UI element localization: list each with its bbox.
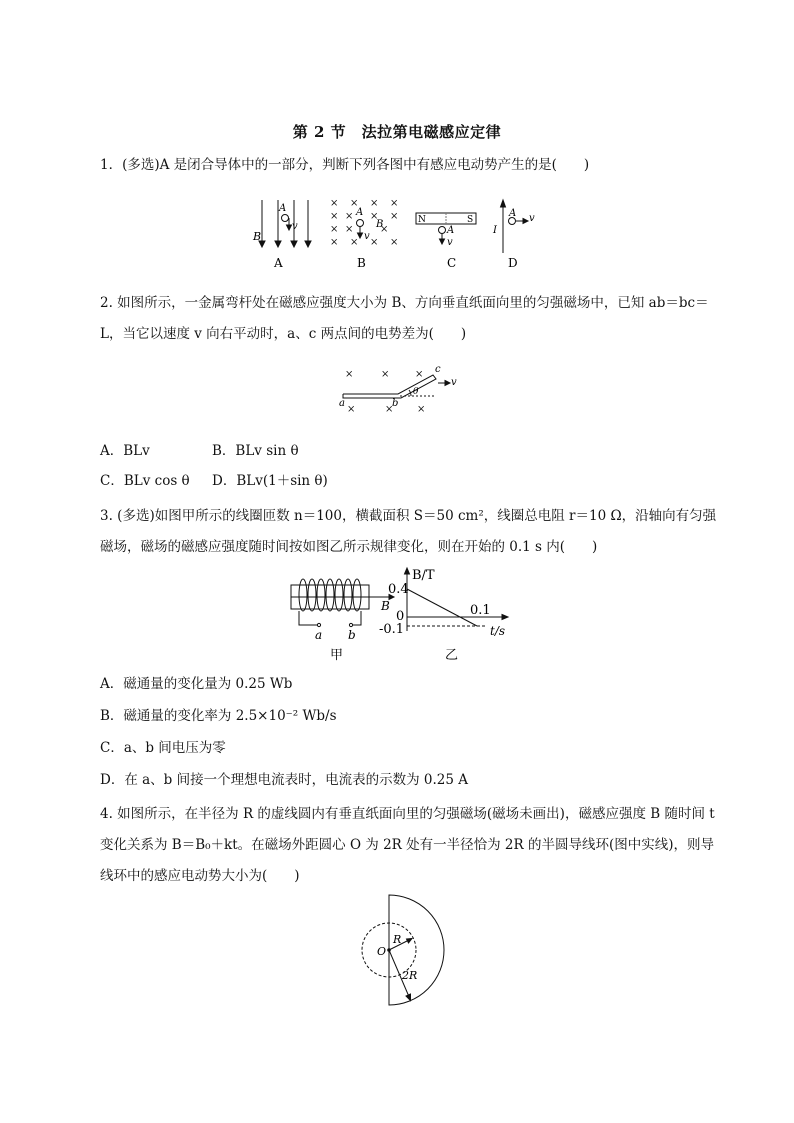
- q1-a-label-b: B: [253, 230, 262, 243]
- q1-a-label-a: A: [279, 203, 287, 214]
- q1-d-label-a: A: [509, 208, 517, 219]
- q4-label-o: O: [377, 945, 387, 958]
- q1-c-label-a: A: [447, 225, 455, 236]
- q1-label-c: C: [447, 256, 457, 270]
- question-2-text: 2. 如图所示，一金属弯杆处在磁感应强度大小为 B、方向垂直纸面向里的匀强磁场中，已知 ab＝bc＝L，当它以速度 v 向右平动时，a、c 两点间的电势差为( ): [100, 295, 709, 342]
- q2-label-b: b: [392, 398, 399, 409]
- cross-mark: ×: [415, 369, 424, 380]
- q2-label-c: c: [435, 364, 441, 375]
- cross-mark: ×: [370, 237, 379, 248]
- cross-mark: ×: [385, 404, 394, 415]
- q4-diagram: [362, 895, 444, 1005]
- q3-x-label: t/s: [490, 624, 506, 638]
- q1-b-conductor: [357, 220, 364, 239]
- q3-label-a: a: [315, 628, 323, 642]
- cross-mark: ×: [380, 224, 389, 235]
- q2-option-b: B．BLv sin θ: [212, 443, 299, 459]
- q4-label-r: R: [393, 933, 402, 946]
- q2-label-a: a: [339, 398, 345, 409]
- cross-mark: ×: [345, 224, 354, 235]
- q4-figure: [355, 893, 445, 1028]
- magnet-n-label: N: [418, 215, 426, 225]
- cross-mark: ×: [390, 237, 399, 248]
- q4-label-2r: 2R: [402, 969, 418, 982]
- q1-label-d: D: [508, 256, 518, 270]
- q1-b-label-v: v: [364, 231, 370, 242]
- q3-figure: [285, 565, 515, 665]
- cross-mark: ×: [417, 404, 426, 415]
- question-4-text: 4. 如图所示，在半径为 R 的虚线圆内有垂直纸面向里的匀强磁场(磁场未画出)，磁感应强度 B 随时间 t 变化关系为 B＝B₀＋kt。在磁场外距圆心 O 为 2R 处有一半径恰为 2R 的半圆导线环(图中实线)，则导线环中的感应电动势大小为( ): [100, 806, 715, 884]
- q2-option-c: C．BLv cos θ: [100, 473, 190, 489]
- q1-a-label-v: v: [292, 221, 298, 232]
- cross-mark: ×: [370, 198, 379, 209]
- q2-label-v: v: [451, 377, 457, 388]
- q1-c-label-v: v: [447, 237, 453, 248]
- q3-coil: [291, 579, 394, 627]
- q3-tick-01: 0.1: [470, 603, 491, 618]
- cross-mark: ×: [381, 369, 390, 380]
- q3-label-yi: 乙: [445, 648, 459, 663]
- q2-option-d: D．BLv(1＋sin θ): [212, 473, 328, 489]
- cross-mark: ×: [390, 211, 399, 222]
- question-1-text: 1．(多选)A 是闭合导体中的一部分，判断下列各图中有感应电动势产生的是( ): [100, 157, 590, 173]
- q3-label-jia: 甲: [330, 648, 344, 663]
- q3-option-d: D．在 a、b 间接一个理想电流表时，电流表的示数为 0.25 A: [100, 772, 468, 788]
- q3-tick-04: 0.4: [388, 582, 409, 597]
- cross-mark: ×: [350, 237, 359, 248]
- q1-d-label-i: I: [493, 225, 497, 236]
- q3-label-b: b: [348, 628, 356, 642]
- q3-tick-neg01: -0.1: [379, 622, 405, 637]
- cross-mark: ×: [350, 198, 359, 209]
- cross-mark: ×: [345, 369, 354, 380]
- q1-b-label-b: B: [376, 219, 384, 230]
- q2-figure: [335, 360, 465, 420]
- q3-option-a: A．磁通量的变化量为 0.25 Wb: [100, 676, 293, 692]
- q1-label-a: A: [274, 256, 283, 270]
- question-3-text: 3. (多选)如图甲所示的线圈匝数 n＝100，横截面积 S＝50 cm²，线圈总电阻 r＝10 Ω，沿轴向有匀强磁场，磁场的磁感应强度随时间按如图乙所示规律变化，则在开始的 0.1 s 内( ): [100, 508, 717, 555]
- q3-option-b: B．磁通量的变化率为 2.5×10⁻² Wb/s: [100, 708, 337, 724]
- cross-mark: ×: [390, 198, 399, 209]
- q3-label-b-field: B: [381, 599, 390, 613]
- cross-mark: ×: [370, 211, 379, 222]
- q1-d-label-v: v: [529, 213, 535, 224]
- q1-figure: [250, 195, 550, 275]
- q1-label-b: B: [357, 256, 366, 270]
- q3-tick-0: 0: [396, 609, 405, 624]
- section-title: 第 2 节 法拉第电磁感应定律: [292, 123, 502, 141]
- cross-mark: ×: [330, 224, 339, 235]
- q1-b-label-a: A: [356, 207, 364, 218]
- q2-label-theta: θ: [413, 387, 419, 397]
- magnet-s-label: S: [467, 215, 474, 225]
- q2-option-a: A．BLv: [100, 443, 150, 459]
- cross-mark: ×: [330, 198, 339, 209]
- cross-mark: ×: [347, 404, 356, 415]
- q3-option-c: C．a、b 间电压为零: [100, 740, 226, 756]
- q2-bent-rod: [343, 375, 450, 398]
- q3-y-label: B/T: [412, 568, 435, 583]
- cross-mark: ×: [345, 211, 354, 222]
- cross-mark: ×: [330, 211, 339, 222]
- cross-mark: ×: [330, 237, 339, 248]
